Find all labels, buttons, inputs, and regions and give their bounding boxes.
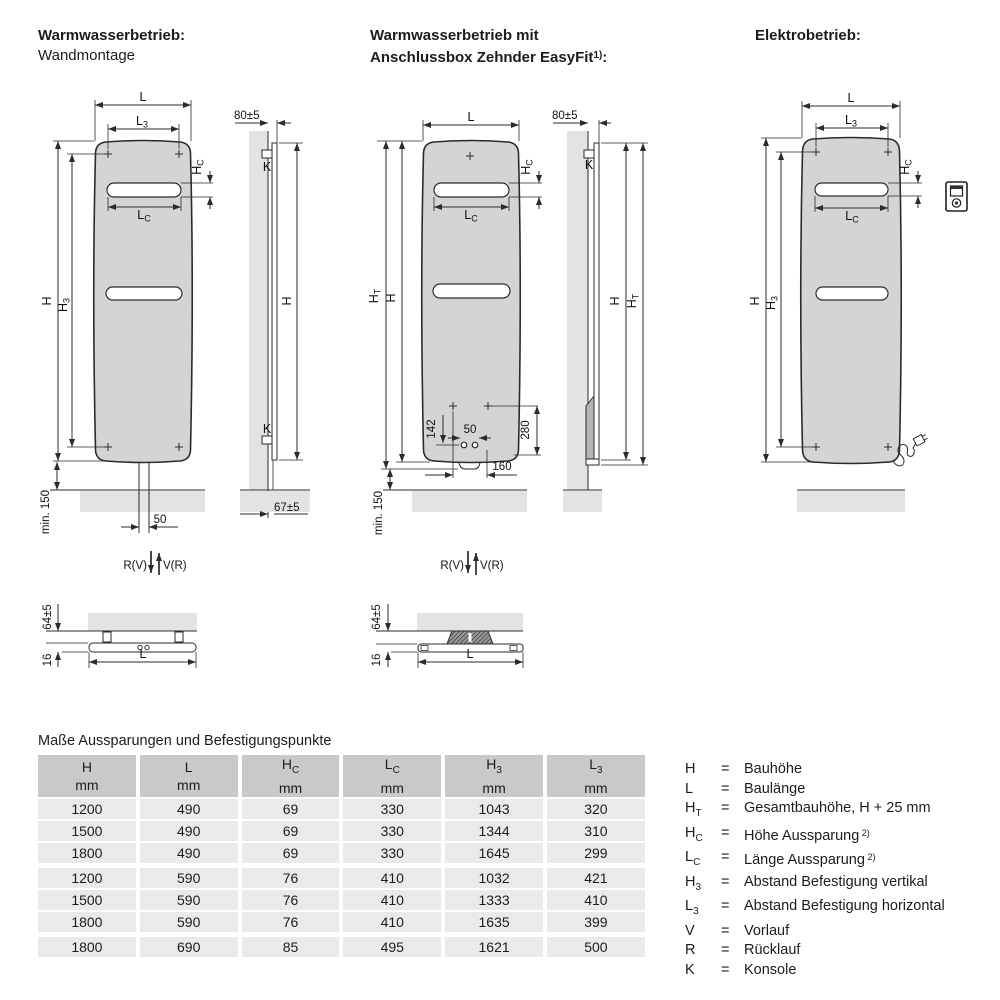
legend-equals: = (721, 824, 730, 841)
legend-description: Rücklauf (744, 942, 801, 959)
dim-label-L: L (139, 647, 147, 661)
floor (563, 491, 602, 512)
dim-label-50: 50 (153, 514, 167, 526)
table-row (38, 912, 645, 932)
table-header-cell: $L_3$ mm (547, 755, 645, 797)
legend-equals: = (721, 849, 730, 866)
dim-label-280: 280 (520, 420, 532, 440)
dim-label-64: 64±5 (371, 604, 383, 630)
console-bracket-bottom (262, 436, 272, 444)
dim-label-L3: $L_3$ (136, 114, 148, 130)
legend-row (685, 873, 1000, 897)
legend-equals: = (721, 961, 730, 978)
legend-row (685, 961, 1000, 981)
section-title-line: Warmwasserbetrieb: (38, 27, 185, 44)
dim-label-H-side: H (608, 296, 622, 306)
table-cell: 410 (547, 890, 645, 910)
table-cell: 1635 (445, 912, 543, 932)
legend-symbol: $H_3$ (685, 873, 702, 893)
table-row (38, 821, 645, 841)
legend-row (685, 848, 1000, 872)
dim-label-80: 80±5 (234, 110, 260, 122)
dim-label-H: H (40, 296, 54, 306)
dim-label-L: L (466, 647, 474, 661)
legend-row (685, 799, 1000, 823)
table-cell: 1200 (38, 868, 136, 888)
floor (80, 491, 205, 512)
legend-description: Abstand Befestigung horizontal (744, 898, 945, 915)
dim-label-50: 50 (463, 424, 477, 436)
ext-lines (376, 644, 417, 652)
legend-description: Bauhöhe (744, 761, 803, 777)
table-header-cell: H mm (38, 755, 136, 797)
cutout-slot-top (434, 183, 509, 197)
table-cell: 76 (242, 868, 340, 888)
dim-label-L: L (847, 91, 855, 105)
section-title-elektro (755, 26, 861, 46)
dim-label-min150: min. 150 (373, 490, 385, 536)
legend-equals: = (721, 800, 730, 817)
table-cell: 500 (547, 937, 645, 957)
cutout-slot-bottom (433, 284, 510, 298)
table-cell: 399 (547, 912, 645, 932)
easyfit-box-bump (459, 463, 480, 470)
dim-label-HT: $H_T$ (367, 288, 383, 304)
dim-label-H3: $H_3$ (56, 297, 72, 313)
console-bracket-left (103, 632, 111, 642)
table-cell: 490 (140, 821, 238, 841)
diagram-warmwasser-wandmontage (30, 85, 350, 685)
flow-label-rv: R(V) (440, 560, 464, 572)
table-cell: 76 (242, 890, 340, 910)
dim-label-HT-side: $H_T$ (625, 293, 641, 309)
section-title-warmwasser (38, 26, 185, 66)
legend-symbol: H (685, 761, 696, 777)
table-cell: 1032 (445, 868, 543, 888)
legend-description: Baulänge (744, 780, 806, 797)
table-cell: 1621 (445, 937, 543, 957)
legend (685, 760, 1000, 980)
section-title-easyfit (370, 26, 607, 68)
table-cell: 1500 (38, 821, 136, 841)
legend-symbol: L (685, 780, 694, 797)
dim-label-H3: $H_3$ (764, 295, 780, 311)
dim-label-64: 64±5 (42, 604, 54, 630)
spec-table-body (38, 799, 645, 957)
cutout-slot-bottom (816, 287, 888, 300)
dim-label-L3: $L_3$ (845, 113, 857, 129)
radiator-side-view (552, 110, 648, 512)
radiator-front-view (383, 141, 527, 513)
table-row (38, 890, 645, 910)
dim-label-16: 16 (371, 653, 383, 667)
table-cell: 490 (140, 843, 238, 863)
dim-label-HC: $H_C$ (898, 159, 914, 175)
flow-label-vr: V(R) (480, 560, 504, 572)
legend-row (685, 941, 1000, 961)
flow-label-rv: R(V) (123, 560, 147, 572)
radiator-front-view (50, 141, 205, 534)
console-label: K (584, 158, 594, 172)
cutout-slot-top (815, 183, 888, 196)
floor (797, 491, 905, 512)
table-cell: 69 (242, 821, 340, 841)
wall (567, 131, 588, 490)
table-cell: 1800 (38, 843, 136, 863)
dim-label-L: L (467, 110, 475, 124)
section-title-line2: Anschlussbox Zehnder EasyFit$^{1)}$: (370, 49, 608, 66)
easyfit-box-slot (469, 633, 472, 642)
table-cell: 69 (242, 799, 340, 819)
table-cell: 410 (343, 868, 441, 888)
legend-description: Abstand Befestigung vertikal (744, 873, 928, 890)
table-row (38, 799, 645, 819)
table-cell: 330 (343, 843, 441, 863)
table-cell: 690 (140, 937, 238, 957)
table-header-cell: $H_3$ mm (445, 755, 543, 797)
dim-label-min150: min. 150 (40, 489, 52, 535)
table-row (38, 868, 645, 888)
legend-description: Höhe Aussparung $^{2)}$ (744, 827, 870, 844)
table-cell: 421 (547, 868, 645, 888)
table-cell: 1500 (38, 890, 136, 910)
dim-label-H-side: H (280, 296, 294, 306)
table-cell: 1344 (445, 821, 543, 841)
section-subtitle: Wandmontage (38, 47, 136, 64)
legend-symbol: $L_3$ (685, 898, 699, 918)
legend-equals: = (721, 873, 730, 890)
radiator-profile (594, 143, 599, 460)
table-row (38, 843, 645, 863)
cutout-slot-bottom (106, 287, 182, 300)
table-header-cell: L mm (140, 755, 238, 797)
table-cell: 410 (343, 912, 441, 932)
legend-equals: = (721, 780, 730, 797)
dim-label-HC: $H_C$ (190, 159, 206, 175)
flow-label-vr: V(R) (163, 560, 187, 572)
legend-symbol: R (685, 942, 696, 959)
dim-label-142: 142 (426, 419, 438, 439)
console-bracket-top (262, 150, 272, 158)
table-cell: 1800 (38, 912, 136, 932)
table-cell: 85 (242, 937, 340, 957)
radiator-front-view (797, 138, 928, 513)
pipe-connection-right (472, 442, 478, 448)
table-row (38, 937, 645, 957)
table-cell: 320 (547, 799, 645, 819)
radiator-side-view (234, 110, 310, 518)
legend-equals: = (721, 922, 730, 939)
radiator-bottom-view (42, 604, 197, 668)
diagram-elektrobetrieb (745, 85, 1000, 530)
legend-description: Vorlauf (744, 922, 790, 939)
dim-label-LC: $L_C$ (845, 209, 859, 225)
ext-lines (46, 643, 88, 652)
table-cell: 310 (547, 821, 645, 841)
easyfit-box-foot (586, 459, 599, 465)
section-title-line: Warmwasserbetrieb mit (370, 27, 539, 44)
table-cell: 1043 (445, 799, 543, 819)
spec-table-header (38, 755, 645, 797)
dim-label-16: 16 (42, 653, 54, 667)
legend-equals: = (721, 942, 730, 959)
table-cell: 330 (343, 821, 441, 841)
console-label-top: K (262, 160, 272, 174)
table-cell: 330 (343, 799, 441, 819)
table-cell: 1200 (38, 799, 136, 819)
section-title-line: Elektrobetrieb: (755, 27, 861, 44)
legend-symbol: K (685, 961, 695, 978)
dim-label-HC: $H_C$ (519, 159, 535, 175)
table-cell: 490 (140, 799, 238, 819)
console-bracket-top (584, 150, 594, 158)
table-cell: 495 (343, 937, 441, 957)
dim-label-160: 160 (492, 461, 512, 473)
console-label-bottom: K (262, 422, 272, 436)
radiator-bottom-view (371, 604, 523, 668)
dim-label-L: L (139, 90, 147, 104)
remote-control-icon (946, 182, 967, 211)
table-cell: 1800 (38, 937, 136, 957)
dim-label-67: 67±5 (274, 502, 300, 514)
table-cell: 590 (140, 890, 238, 910)
easyfit-box-profile (586, 396, 594, 459)
legend-description: Gesamtbauhöhe, H + 25 mm (744, 800, 931, 817)
table-cell: 76 (242, 912, 340, 932)
legend-row (685, 897, 1000, 921)
table-cell: 410 (343, 890, 441, 910)
wall (417, 613, 523, 631)
legend-description: Konsole (744, 961, 797, 978)
legend-symbol: V (685, 922, 695, 939)
legend-row (685, 780, 1000, 800)
legend-symbol: $H_T$ (685, 800, 702, 820)
floor (412, 491, 527, 512)
table-cell: 590 (140, 912, 238, 932)
table-cell: 590 (140, 868, 238, 888)
dim-label-H: H (384, 293, 398, 303)
wall (88, 613, 197, 631)
dim-label-LC: $L_C$ (464, 208, 478, 224)
dim-label-H: H (748, 296, 762, 306)
pipe-connection-left (461, 442, 467, 448)
legend-row (685, 760, 1000, 780)
legend-symbol: $L_C$ (685, 849, 701, 869)
table-cell: 1645 (445, 843, 543, 863)
dim-label-LC: $L_C$ (137, 208, 151, 224)
table-cell: 69 (242, 843, 340, 863)
table-header-cell: $L_C$ mm (343, 755, 441, 797)
diagram-warmwasser-easyfit (360, 85, 670, 685)
table-header-cell: $H_C$ mm (242, 755, 340, 797)
table-title: Maße Aussparungen und Befestigungspunkte (38, 733, 332, 749)
dim-label-80: 80±5 (552, 110, 578, 122)
legend-equals: = (721, 761, 730, 777)
radiator-profile (272, 143, 277, 460)
power-plug-icon (913, 433, 928, 446)
legend-row (685, 824, 1000, 848)
console-bracket-right (175, 632, 183, 642)
legend-description: Länge Aussparung $^{2)}$ (744, 852, 876, 869)
table-cell: 299 (547, 843, 645, 863)
legend-row (685, 922, 1000, 942)
spec-table (38, 755, 645, 957)
legend-equals: = (721, 898, 730, 915)
footnote-ref-1: 1) (593, 50, 603, 61)
table-cell: 1333 (445, 890, 543, 910)
cutout-slot-top (107, 183, 181, 197)
legend-symbol: $H_C$ (685, 824, 703, 844)
